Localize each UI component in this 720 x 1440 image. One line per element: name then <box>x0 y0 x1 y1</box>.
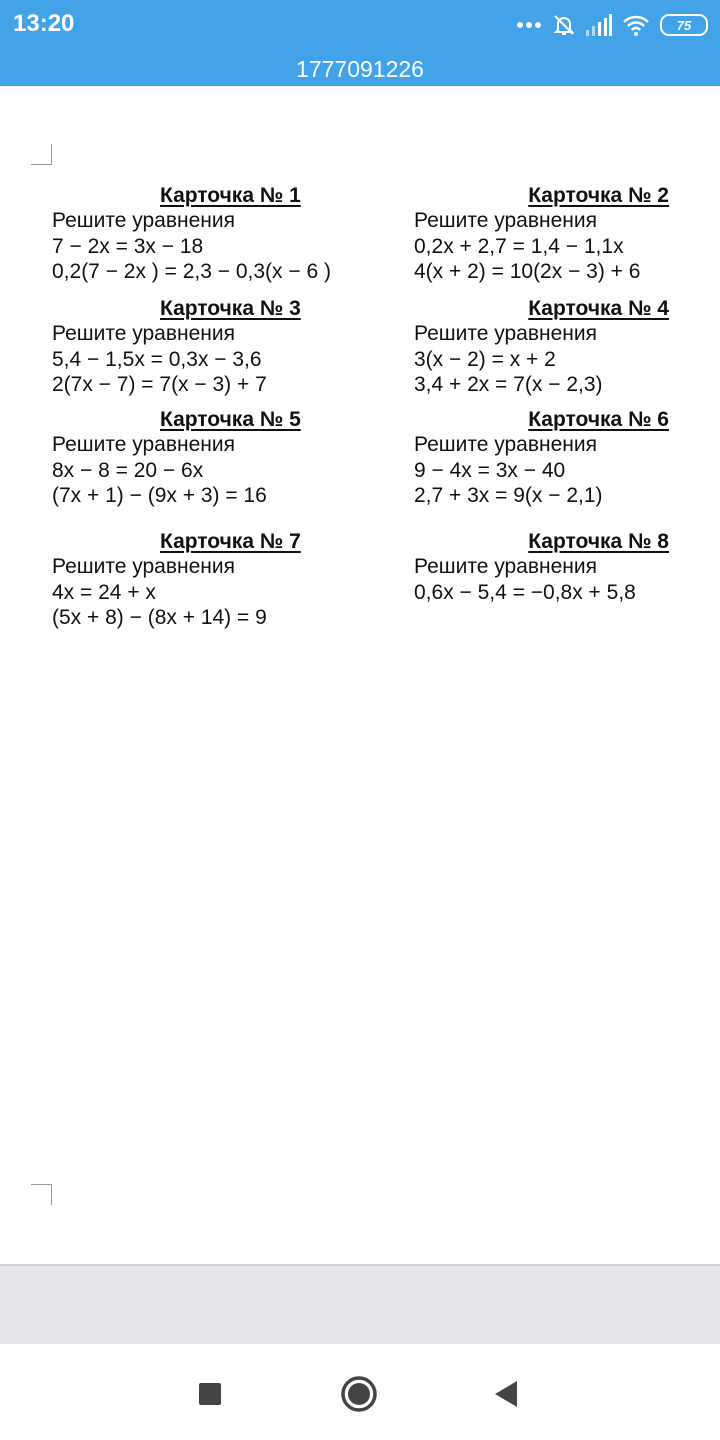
equation: 8x − 8 = 20 − 6x <box>52 458 204 482</box>
equation: (7x + 1) − (9x + 3) = 16 <box>52 484 267 507</box>
equation: 0,6x − 5,4 = −0,8x + 5,8 <box>414 580 636 604</box>
card-6 <box>414 407 669 509</box>
document-title: 1777091226 <box>296 56 424 82</box>
status-bar <box>0 0 720 86</box>
page-corner-mark-bottom <box>31 1184 52 1205</box>
equation: 3(x − 2) = x + 2 <box>414 347 556 371</box>
card-title: Карточка № 6 <box>528 408 669 431</box>
card-7 <box>52 529 352 631</box>
page-corner-mark-top <box>31 144 52 165</box>
card-8 <box>414 529 669 609</box>
card-instruction: Решите уравнения <box>52 209 235 232</box>
card-title: Карточка № 3 <box>160 297 301 320</box>
card-4 <box>414 296 669 398</box>
card-title: Карточка № 4 <box>528 297 669 320</box>
status-time: 13:20 <box>13 10 75 37</box>
card-instruction: Решите уравнения <box>52 555 235 578</box>
card-title: Карточка № 5 <box>160 408 301 431</box>
equation: (5x + 8) − (8x + 14) = 9 <box>52 606 267 629</box>
equation: 2,7 + 3x = 9(x − 2,1) <box>414 484 603 507</box>
equation: 0,2(7 − 2x ) = 2,3 − 0,3(x − 6 ) <box>52 260 331 283</box>
equation: 4x = 24 + x <box>52 580 156 604</box>
card-2 <box>414 183 669 285</box>
document-viewer-background <box>0 1264 720 1346</box>
equation: 0,2x + 2,7 = 1,4 − 1,1x <box>414 234 624 258</box>
signal-icon <box>586 14 612 36</box>
equation: 2(7x − 7) = 7(x − 3) + 7 <box>52 373 267 396</box>
card-instruction: Решите уравнения <box>52 322 235 345</box>
equation: 3,4 + 2x = 7(x − 2,3) <box>414 373 603 396</box>
card-instruction: Решите уравнения <box>414 209 597 232</box>
card-instruction: Решите уравнения <box>414 322 597 345</box>
equation: 5,4 − 1,5x = 0,3x − 3,6 <box>52 347 262 371</box>
card-5 <box>52 407 352 509</box>
card-title: Карточка № 7 <box>160 530 301 553</box>
back-button[interactable] <box>484 1372 528 1416</box>
card-title: Карточка № 2 <box>528 184 669 207</box>
card-3 <box>52 296 352 398</box>
battery-level: 75 <box>676 17 692 33</box>
more-dots-icon <box>516 21 542 29</box>
navigation-bar <box>0 1344 720 1440</box>
equation: 9 − 4x = 3x − 40 <box>414 458 566 482</box>
back-triangle-icon <box>493 1380 519 1408</box>
recents-square-icon <box>198 1382 222 1406</box>
card-instruction: Решите уравнения <box>414 433 597 456</box>
battery-icon <box>660 14 708 36</box>
recents-button[interactable] <box>188 1372 232 1416</box>
home-circle-icon <box>340 1375 378 1413</box>
home-button[interactable] <box>337 1372 381 1416</box>
document-page[interactable] <box>0 86 720 1264</box>
card-title: Карточка № 1 <box>160 184 301 207</box>
equation: 7 − 2x = 3x − 18 <box>52 234 204 258</box>
equation: 4(x + 2) = 10(2x − 3) + 6 <box>414 260 641 283</box>
card-title: Карточка № 8 <box>528 530 669 553</box>
wifi-icon <box>622 14 650 36</box>
bell-muted-icon <box>552 13 576 37</box>
status-icons <box>516 10 708 40</box>
card-instruction: Решите уравнения <box>52 433 235 456</box>
card-instruction: Решите уравнения <box>414 555 597 578</box>
card-1 <box>52 183 352 285</box>
